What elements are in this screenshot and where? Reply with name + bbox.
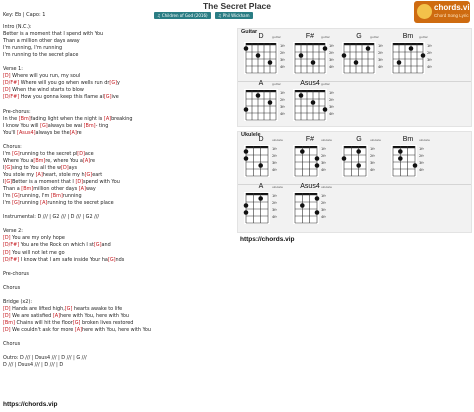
lyric-text: re, where You a [45, 157, 83, 164]
fret-label: 1fr [280, 91, 286, 95]
lyric-line [3, 80, 233, 87]
lyric-text: You are my only hope [10, 235, 65, 242]
fret-label: 1fr [329, 44, 335, 48]
fret-label: 2fr [419, 154, 425, 158]
lyric-line [3, 271, 233, 278]
chord-diagram-fsharp[interactable] [291, 34, 338, 78]
lyric-line [3, 207, 233, 214]
instrument-label: guitar [370, 35, 379, 39]
chord-link[interactable]: [G] [40, 122, 48, 129]
lyric-line [3, 200, 233, 207]
lyric-text: D /// | Dsus4 /// | D /// | D [3, 362, 64, 369]
fret-label: 2fr [370, 154, 376, 158]
fret-label: 4fr [272, 215, 278, 219]
logo-subtitle: Chord Song Lyric [434, 13, 469, 18]
chord-link[interactable]: [G] [4, 164, 13, 171]
artist-tag[interactable]: ♫ Phil Wickham [215, 12, 253, 19]
lyric-text: Hands are lifted high, [10, 305, 65, 312]
chord-grid [291, 137, 338, 181]
lyric-line [3, 264, 233, 271]
chord-link[interactable]: [D] [3, 73, 11, 80]
lyric-line [3, 285, 233, 292]
lyric-text: spend with You [83, 179, 120, 186]
lyric-line [3, 179, 233, 186]
fret-label: 2fr [272, 201, 278, 205]
lyric-line [3, 38, 233, 45]
lyric-text: Than a million other days away [3, 38, 80, 45]
lyric-text: always be the [35, 129, 70, 136]
lyric-line [3, 151, 233, 158]
lyric-text: We are satisfied [10, 312, 53, 319]
chord-link[interactable]: [Asus4] [17, 129, 36, 136]
lyric-line [3, 59, 233, 66]
fret-label: 1fr [280, 44, 286, 48]
lyric-text: fading light when the night is [30, 115, 104, 122]
fret-label: 4fr [321, 215, 327, 219]
chord-link[interactable]: [G] [12, 200, 20, 207]
fret-label: 3fr [321, 208, 327, 212]
chord-link[interactable]: [A] [82, 157, 91, 164]
chord-link[interactable]: [A] [52, 312, 61, 319]
instrument-label: ukulele [370, 138, 381, 142]
lyric-text: You'll [3, 129, 18, 136]
instrument-label: guitar [321, 82, 330, 86]
lyric-line [3, 24, 233, 31]
lyric-line [3, 102, 233, 109]
chord-link[interactable]: [D/F#] [3, 80, 20, 87]
chord-diagram-a[interactable] [242, 184, 289, 228]
lyric-line [3, 137, 233, 144]
lyric-text: here with You, here with You [60, 312, 129, 319]
lyric-text: hearts awake to life [72, 305, 123, 312]
lyric-line [3, 327, 233, 334]
lyric-text: running, I'm [19, 193, 51, 200]
lyric-line [3, 158, 233, 165]
lyric-line [3, 221, 233, 228]
lyric-text: Where will you go when wells run dr [19, 80, 110, 87]
lyric-line [3, 235, 233, 242]
fret-label: 4fr [329, 112, 335, 116]
lyric-line [3, 123, 233, 130]
album-tag[interactable]: ♫ Children of God (2016) [154, 12, 211, 19]
lyric-line [3, 355, 233, 362]
chord-grid [242, 34, 289, 78]
chord-link[interactable]: [G] [107, 256, 116, 263]
site-url[interactable]: https://chords.vip [240, 236, 295, 243]
lyric-text: re [90, 157, 96, 164]
lyric-text: and [101, 242, 111, 249]
chord-link[interactable]: [D] [3, 312, 11, 319]
fret-label: 2fr [321, 154, 327, 158]
lyric-line [3, 242, 233, 249]
lyric-text: You will not let me go [10, 249, 65, 256]
chord-name: Asus4 [300, 183, 320, 190]
chord-name: A [258, 183, 264, 190]
key-capo-info: Key: Eb | Capo: 1 [3, 12, 46, 18]
chord-name: F# [305, 136, 315, 143]
lyric-text: Chorus [3, 341, 21, 348]
lyric-text: Where You a [3, 157, 34, 164]
lyric-line [3, 66, 233, 73]
fret-label: 3fr [419, 161, 425, 165]
fret-label: 4fr [370, 168, 376, 172]
chord-link[interactable]: [D] [3, 327, 11, 334]
lyric-text: re [76, 129, 82, 136]
fret-label: 3fr [280, 58, 286, 62]
lyric-text: ace [84, 150, 94, 157]
chord-name: Bm [402, 136, 414, 143]
song-tags [154, 12, 256, 19]
chord-diagram-d[interactable] [242, 137, 289, 181]
site-logo[interactable] [414, 1, 474, 23]
chord-grid [242, 184, 289, 228]
chord-link[interactable]: [A] [103, 115, 112, 122]
lyric-text: Chains will hit the floor [14, 319, 73, 326]
fret-label: 1fr [419, 147, 425, 151]
chord-link[interactable]: [A] [74, 327, 83, 334]
chord-link[interactable]: [Bm] [50, 193, 63, 200]
chord-name: Bm [402, 33, 414, 40]
lyric-line [3, 292, 233, 299]
fret-label: 4fr [378, 65, 384, 69]
lyrics-block [3, 24, 233, 369]
chord-link[interactable]: [A] [78, 186, 86, 193]
instrument-label: guitar [419, 35, 428, 39]
chord-link[interactable]: [D] [3, 249, 11, 256]
lyric-text: y [117, 80, 120, 87]
lyric-text: Intro (N.C.): [3, 24, 32, 30]
chord-diagram-bm[interactable] [389, 34, 436, 78]
chord-name: D [258, 33, 264, 40]
lyric-text: Bridge (x2): [3, 298, 32, 305]
instrument-label: ukulele [321, 185, 332, 189]
chord-diagram-asus4[interactable] [291, 81, 338, 125]
lyric-line [3, 334, 233, 341]
lyric-line [3, 186, 233, 193]
lyric-text: Chorus: [3, 143, 22, 150]
lyric-text: ays [68, 164, 78, 171]
lyric-line [3, 130, 233, 137]
lyric-text: We couldn't ask for more [10, 327, 75, 334]
song-title: The Secret Place [202, 1, 272, 11]
chord-name: F# [305, 33, 315, 40]
chord-link[interactable]: [G] [72, 319, 81, 326]
chord-link[interactable]: [D] [3, 305, 11, 312]
fret-label: 4fr [329, 65, 335, 69]
fret-label: 3fr [272, 208, 278, 212]
fret-label: 4fr [280, 112, 286, 116]
chord-link[interactable]: [Bm] [18, 115, 31, 122]
lyric-line [3, 116, 233, 123]
instrument-label: ukulele [272, 185, 283, 189]
lyric-line [3, 94, 233, 101]
lyric-text: always be wai [47, 122, 84, 129]
lyric-text: Where will you run, my soul [10, 73, 81, 80]
lyric-line [3, 144, 233, 151]
chord-link[interactable]: [G] [12, 150, 20, 157]
lyric-text: ive [111, 94, 119, 101]
fret-label: 1fr [272, 194, 278, 198]
chord-link[interactable]: [D] [3, 235, 11, 242]
chord-name: G [356, 33, 362, 40]
chord-link[interactable]: [D/F#] [3, 256, 20, 263]
lyric-text: broken lives restored [80, 319, 134, 326]
fret-label: 3fr [370, 161, 376, 165]
chord-grid [340, 137, 387, 181]
lyric-text: How you gonna keep this flame al [19, 94, 104, 101]
instrument-label: ukulele [321, 138, 332, 142]
lyric-line [3, 228, 233, 235]
chord-name: Asus4 [300, 80, 320, 87]
chord-grid [389, 34, 436, 78]
chord-grid [291, 184, 338, 228]
lyric-text: I know You will [3, 122, 41, 129]
lyric-text: I [3, 164, 5, 171]
lyric-text: Verse 2: [3, 228, 23, 235]
fret-label: 1fr [329, 91, 335, 95]
fret-label: 4fr [272, 168, 278, 172]
lyric-line [3, 299, 233, 306]
fret-label: 3fr [321, 161, 327, 165]
chord-link[interactable]: [D] [75, 179, 84, 186]
lyric-text: I'm [3, 200, 13, 207]
fret-label: 2fr [378, 51, 384, 55]
lyric-text: running [19, 200, 41, 207]
lyric-line [3, 362, 233, 369]
fret-label: 2fr [427, 51, 433, 55]
chord-link[interactable]: [D] [77, 150, 85, 157]
lyric-text: nds [115, 256, 125, 263]
chord-diagram-d[interactable] [242, 34, 289, 78]
lyric-line [3, 320, 233, 327]
fret-label: 1fr [370, 147, 376, 151]
fret-label: 2fr [280, 51, 286, 55]
fret-label: 1fr [321, 194, 327, 198]
lyric-text: Pre-chorus [3, 270, 29, 277]
chord-link[interactable]: [Bm] [21, 186, 34, 193]
guitar-chord-panel [237, 28, 472, 127]
chord-link[interactable]: [A] [35, 171, 43, 178]
lyric-text: I'm [3, 150, 13, 157]
chord-diagram-bm[interactable] [389, 137, 436, 181]
ukulele-panel-title: Ukulele [241, 132, 261, 138]
chord-link[interactable]: [G] [84, 171, 93, 178]
lyric-text: Verse 1: [3, 66, 23, 73]
fret-label: 3fr [280, 105, 286, 109]
lyric-text: - ting [95, 122, 109, 129]
chord-link[interactable]: [G] [12, 193, 20, 200]
lyric-text: Than a [3, 186, 22, 193]
lyric-text: I'm running, I'm running [3, 45, 63, 52]
lyric-text: Outro: D /// | Dsus4 /// | D /// | G /// [3, 355, 87, 362]
chord-link[interactable]: [D] [3, 87, 11, 94]
lyric-text: running [62, 193, 82, 200]
lyric-text: here with You, here with You [82, 327, 152, 334]
fret-label: 2fr [321, 201, 327, 205]
chord-grid [291, 34, 338, 78]
fret-label: 3fr [329, 58, 335, 62]
chord-link[interactable]: [G] [64, 305, 73, 312]
lyric-line [3, 52, 233, 59]
chord-link[interactable]: [Bm] [3, 319, 15, 326]
chord-link[interactable]: [D/F#] [3, 94, 20, 101]
chord-diagram-g[interactable] [340, 34, 387, 78]
guitar-panel-title: Guitar [241, 29, 258, 35]
fret-label: 1fr [272, 147, 278, 151]
lyric-line [3, 165, 233, 172]
chord-diagram-a[interactable] [242, 81, 289, 125]
guitar-icon [417, 4, 432, 19]
lyric-text: running to the secret place [47, 200, 114, 207]
lyric-text: running to the secret pl [19, 150, 78, 157]
fret-label: 2fr [272, 154, 278, 158]
fret-label: 2fr [329, 98, 335, 102]
lyric-line [3, 306, 233, 313]
fret-label: 2fr [329, 51, 335, 55]
chord-name: D [258, 136, 264, 143]
chord-link[interactable]: [G] [4, 179, 13, 186]
fret-label: 1fr [321, 147, 327, 151]
lyric-text: When the wind starts to blow [10, 87, 84, 94]
chord-name: A [258, 80, 264, 87]
lyric-line [3, 193, 233, 200]
lyric-text: way [85, 186, 96, 193]
lyric-line [3, 73, 233, 80]
lyric-text: heart, stole my h [42, 171, 85, 178]
instrument-label: ukulele [272, 138, 283, 142]
lyric-line [3, 278, 233, 285]
lyric-line [3, 250, 233, 257]
chord-diagram-asus4[interactable] [291, 184, 338, 228]
chord-link[interactable]: [G] [93, 242, 102, 249]
lyric-text: breaking [111, 115, 133, 122]
lyric-text: I know that I am safe inside Your ha [19, 256, 108, 263]
fret-label: 4fr [427, 65, 433, 69]
lyric-text: sing to You all the w [12, 164, 62, 171]
ukulele-chord-panel [237, 131, 472, 233]
chord-name: G [356, 136, 362, 143]
lyric-line [3, 87, 233, 94]
footer-url[interactable]: https://chords.vip [3, 401, 58, 408]
chord-link[interactable]: [A] [40, 200, 48, 207]
lyric-text: Better is a moment that I [12, 179, 76, 186]
chord-link[interactable]: [D/F#] [3, 242, 20, 249]
lyric-line [3, 313, 233, 320]
lyric-line [3, 172, 233, 179]
fret-label: 4fr [280, 65, 286, 69]
chord-grid [242, 137, 289, 181]
lyric-text: million other days [33, 186, 79, 193]
lyric-line [3, 214, 233, 221]
chord-diagram-fsharp[interactable] [291, 137, 338, 181]
logo-text: chords.vip [434, 3, 474, 12]
chord-link[interactable]: [Bm] [83, 122, 96, 129]
chord-link[interactable]: [D] [61, 164, 69, 171]
instrument-label: ukulele [419, 138, 430, 142]
lyric-line [3, 341, 233, 348]
fret-label: 1fr [378, 44, 384, 48]
lyric-text: Pre-chorus: [3, 108, 31, 115]
chord-link[interactable]: [G] [103, 94, 112, 101]
instrument-label: guitar [272, 35, 281, 39]
fret-label: 4fr [321, 168, 327, 172]
chord-link[interactable]: [A] [69, 129, 77, 136]
fret-label: 4fr [419, 168, 425, 172]
lyric-text: Chorus [3, 284, 21, 291]
chord-grid [389, 137, 436, 181]
instrument-label: guitar [321, 35, 330, 39]
artist-tag-label: Phil Wickham [222, 13, 250, 18]
chord-diagram-g[interactable] [340, 137, 387, 181]
lyric-text: eart [92, 171, 103, 178]
lyric-text: I'm [3, 193, 13, 200]
chord-link[interactable]: [G] [109, 80, 118, 87]
lyric-line [3, 31, 233, 38]
fret-label: 2fr [280, 98, 286, 102]
lyric-text: You stole my [3, 171, 36, 178]
lyric-line [3, 109, 233, 116]
lyric-text: Instrumental: D /// | G2 /// | D /// | G2 /// [3, 214, 100, 221]
lyric-line [3, 257, 233, 264]
lyric-text: Better is a moment that I spend with You [3, 31, 104, 38]
fret-label: 3fr [272, 161, 278, 165]
lyric-line [3, 45, 233, 52]
album-tag-label: Children of God (2016) [161, 13, 208, 18]
lyric-text: I'm running to the secret place [3, 52, 79, 59]
lyric-text: In the [3, 115, 19, 122]
lyric-line [3, 348, 233, 355]
fret-label: 3fr [378, 58, 384, 62]
instrument-label: guitar [272, 82, 281, 86]
lyric-text: You are the Rock on which I st [19, 242, 94, 249]
chord-grid [242, 81, 289, 125]
fret-label: 3fr [329, 105, 335, 109]
fret-label: 3fr [427, 58, 433, 62]
chord-link[interactable]: [Bm] [33, 157, 46, 164]
lyric-text: I [3, 179, 5, 186]
chord-grid [291, 81, 338, 125]
chord-grid [340, 34, 387, 78]
fret-label: 1fr [427, 44, 433, 48]
